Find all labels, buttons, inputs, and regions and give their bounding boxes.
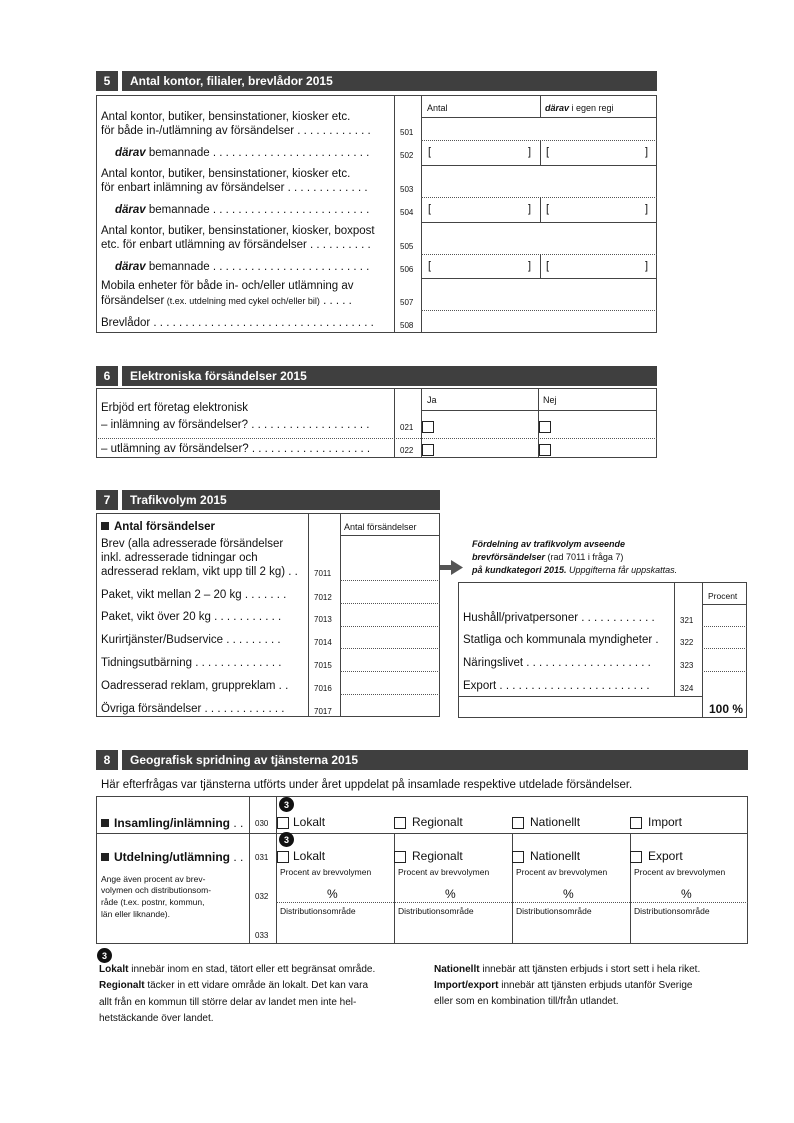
bracket-open: [ (428, 260, 432, 272)
code-033: 033 (255, 931, 269, 940)
row-7013-label: Paket, vikt över 20 kg . . . . . . . . . . . (101, 611, 282, 623)
total-percent: 100 % (709, 702, 744, 716)
code-7012: 7012 (314, 593, 332, 602)
row-501-label-2: för både in-/utlämning av försändelser . . . . . . . . . . . . (101, 125, 371, 137)
input-505[interactable] (422, 223, 657, 254)
input-033-regionalt[interactable] (396, 917, 511, 943)
input-032-regionalt[interactable] (396, 878, 511, 900)
pct-export: % (681, 887, 692, 901)
row-7012-label: Paket, vikt mellan 2 – 20 kg . . . . . . . (101, 589, 287, 601)
col-divider (540, 95, 541, 117)
row-507-label: Mobila enheter för både in- och/eller utlämning av (101, 280, 354, 292)
section-5-number: 5 (96, 71, 118, 91)
arrow-right-icon (440, 560, 464, 576)
dist-label-regionalt: Distributionsområde (398, 906, 474, 916)
row-501-label: Antal kontor, butiker, bensinstationer, kiosker etc. (101, 111, 351, 123)
ange-note-4: län eller liknande). (101, 909, 170, 919)
checkbox-031-export[interactable] (630, 851, 642, 863)
input-324[interactable] (703, 672, 746, 695)
pct-regionalt: % (445, 887, 456, 901)
input-7017[interactable] (341, 695, 439, 716)
code-021: 021 (400, 423, 414, 432)
col-antal-header: Antal (427, 103, 448, 113)
dist-label-nationellt: Distributionsområde (516, 906, 592, 916)
footnote-3-badge: 3 (279, 797, 294, 812)
row-7011-label-3: adresserad reklam, vikt upp till 2 kg) . . (101, 566, 298, 578)
code-508: 508 (400, 321, 414, 330)
input-322[interactable] (703, 627, 746, 648)
footnote-nationellt: Nationellt innebär att tjänsten erbjuds i stort sett i hela riket. (434, 964, 701, 975)
procent-label-export: Procent av brevvolymen (634, 867, 726, 877)
bracket-close: ] (528, 260, 532, 272)
checkbox-031-lokalt[interactable] (277, 851, 289, 863)
label-030-regionalt: Regionalt (412, 815, 463, 829)
section-6-title: Elektroniska försändelser 2015 (122, 366, 657, 386)
code-506: 506 (400, 265, 414, 274)
checkbox-030-regionalt[interactable] (394, 817, 406, 829)
footnote-regionalt-2: allt från en kommun till större delar av landet men inte hel- (99, 997, 357, 1008)
footnote-import-2: eller som en kombination till/från utlandet. (434, 996, 619, 1007)
checkbox-021-nej[interactable] (539, 421, 551, 433)
code-505: 505 (400, 242, 414, 251)
row-502-label: därav bemannade . . . . . . . . . . . . . . . . . . . . . . . . . (115, 147, 370, 159)
code-502: 502 (400, 151, 414, 160)
row-507-label-2: försändelser (t.ex. utdelning med cykel och/eller bil) . . . . . (101, 295, 352, 307)
procent-label-nationellt: Procent av brevvolymen (516, 867, 608, 877)
code-503: 503 (400, 185, 414, 194)
label-031-nationellt: Nationellt (530, 849, 581, 863)
code-7016: 7016 (314, 684, 332, 693)
code-031: 031 (255, 853, 269, 862)
input-033-lokalt[interactable] (278, 917, 393, 943)
input-504-antal[interactable] (432, 199, 528, 219)
pct-lokalt: % (327, 887, 338, 901)
footnote-3-badge: 3 (279, 832, 294, 847)
label-030-import: Import (648, 815, 683, 829)
row-7014-label: Kurirtjänster/Budservice . . . . . . . . . (101, 634, 281, 646)
input-508[interactable] (422, 311, 657, 332)
checkbox-031-nationellt[interactable] (512, 851, 524, 863)
row-508-label: Brevlådor . . . . . . . . . . . . . . . . . . . . . . . . . . . . . . . . . . . (101, 317, 374, 329)
input-506-antal[interactable] (432, 256, 528, 276)
checkbox-030-nationellt[interactable] (512, 817, 524, 829)
bracket-open: [ (428, 146, 432, 158)
checkbox-022-nej[interactable] (539, 444, 551, 456)
code-7017: 7017 (314, 707, 332, 716)
input-502-egen-regi[interactable] (550, 142, 645, 162)
label-031-lokalt: Lokalt (293, 849, 326, 863)
code-321: 321 (680, 616, 694, 625)
label-030-nationellt: Nationellt (530, 815, 581, 829)
bracket-close: ] (645, 203, 649, 215)
checkbox-030-import[interactable] (630, 817, 642, 829)
col-ja-header: Ja (427, 395, 437, 405)
code-504: 504 (400, 208, 414, 217)
row-323-label: Näringslivet . . . . . . . . . . . . . . . . . . . . (463, 657, 651, 669)
bracket-open: [ (428, 203, 432, 215)
checkbox-031-regionalt[interactable] (394, 851, 406, 863)
input-7015[interactable] (341, 649, 439, 671)
code-501: 501 (400, 128, 414, 137)
col-antal-forsandelser: Antal försändelser (344, 522, 417, 532)
footnote-lokalt: Lokalt innebär inom en stad, tätort eller ett begränsat område. (99, 964, 376, 975)
row-504-label: därav bemannade . . . . . . . . . . . . . . . . . . . . . . . . . (115, 204, 370, 216)
section-7-title: Trafikvolym 2015 (122, 490, 440, 510)
row-505-label: Antal kontor, butiker, bensinstationer, kiosker, boxpost (101, 225, 375, 237)
bracket-close: ] (645, 260, 649, 272)
footnote-regionalt-3: hetstäckande över landet. (99, 1013, 214, 1024)
row-321-label: Hushåll/privatpersoner . . . . . . . . . . . . (463, 612, 655, 624)
input-032-export[interactable] (632, 878, 747, 900)
code-7014: 7014 (314, 638, 332, 647)
row-324-label: Export . . . . . . . . . . . . . . . . . . . . . . . . (463, 680, 650, 692)
code-324: 324 (680, 684, 694, 693)
code-032: 032 (255, 892, 269, 901)
col-procent-header: Procent (708, 591, 738, 601)
checkbox-022-ja[interactable] (422, 444, 434, 456)
bracket-open: [ (546, 203, 550, 215)
bracket-close: ] (528, 203, 532, 215)
input-503[interactable] (422, 166, 657, 197)
code-022: 022 (400, 446, 414, 455)
input-7011[interactable] (341, 536, 439, 580)
footnote-import: Import/export innebär att tjänsten erbjuds utanför Sverige (434, 980, 693, 991)
dist-title-2: brevförsändelser (rad 7011 i fråga 7) (472, 552, 624, 562)
input-7013[interactable] (341, 604, 439, 626)
code-030: 030 (255, 819, 269, 828)
label-031-export: Export (648, 849, 683, 863)
input-501[interactable] (422, 118, 657, 140)
label-031-regionalt: Regionalt (412, 849, 463, 863)
s8-intro: Här efterfrågas var tjänsterna utförts under året uppdelat på insamlade respektive utdelade försändelser. (101, 779, 633, 791)
code-322: 322 (680, 638, 694, 647)
row-322-label: Statliga och kommunala myndigheter . (463, 634, 659, 646)
checkbox-021-ja[interactable] (422, 421, 434, 433)
section-8-number: 8 (96, 750, 118, 770)
row-505-label-2: etc. för enbart utlämning av försändelser . . . . . . . . . . (101, 239, 371, 251)
checkbox-030-lokalt[interactable] (277, 817, 289, 829)
dist-label-lokalt: Distributionsområde (280, 906, 356, 916)
row-7015-label: Tidningsutbärning . . . . . . . . . . . . . . (101, 657, 282, 669)
input-032-lokalt[interactable] (278, 878, 393, 900)
bracket-open: [ (546, 146, 550, 158)
code-7013: 7013 (314, 615, 332, 624)
input-7012[interactable] (341, 581, 439, 603)
input-504-egen-regi[interactable] (550, 199, 645, 219)
dist-label-export: Distributionsområde (634, 906, 710, 916)
section-7-number: 7 (96, 490, 118, 510)
row-022-label: – utlämning av försändelser? . . . . . . . . . . . . . . . . . . . (101, 443, 371, 455)
dist-title-1: Fördelning av trafikvolym avseende (472, 539, 626, 549)
row-506-label: därav bemannade . . . . . . . . . . . . . . . . . . . . . . . . . (115, 261, 370, 273)
input-506-egen-regi[interactable] (550, 256, 645, 276)
input-321[interactable] (703, 605, 746, 626)
input-323[interactable] (703, 649, 746, 671)
input-033-nationellt[interactable] (514, 917, 629, 943)
row-7011-label-2: inkl. adresserade tidningar och (101, 552, 258, 564)
s6-intro: Erbjöd ert företag elektronisk (101, 402, 249, 414)
row-503-label-2: för enbart inlämning av försändelser . . . . . . . . . . . . . (101, 182, 368, 194)
row-021-label: – inlämning av försändelser? . . . . . . . . . . . . . . . . . . . (101, 419, 370, 431)
section-8-title: Geografisk spridning av tjänsterna 2015 (122, 750, 748, 770)
dist-title-3: på kundkategori 2015. Uppgifterna får uppskattas. (472, 565, 678, 575)
col-nej-header: Nej (543, 395, 557, 405)
input-507[interactable] (422, 279, 657, 310)
code-507: 507 (400, 298, 414, 307)
bracket-close: ] (645, 146, 649, 158)
s7-heading: Antal försändelser (101, 521, 215, 533)
footnote-regionalt: Regionalt täcker in ett vidare område än lokalt. Det kan vara (99, 980, 369, 991)
bracket-close: ] (528, 146, 532, 158)
row-7017-label: Övriga försändelser . . . . . . . . . . . . . (101, 703, 285, 715)
utdelning-label: Utdelning/utlämning . . (101, 850, 243, 864)
procent-label-regionalt: Procent av brevvolymen (398, 867, 490, 877)
section-5-title: Antal kontor, filialer, brevlådor 2015 (122, 71, 657, 91)
ange-note-2: volymen och distributionsom- (101, 885, 212, 895)
row-7011-label: Brev (alla adresserade försändelser (101, 538, 284, 550)
input-032-nationellt[interactable] (514, 878, 629, 900)
row-503-label: Antal kontor, butiker, bensinstationer, kiosker etc. (101, 168, 351, 180)
code-7011: 7011 (314, 569, 332, 578)
footnote-3-badge: 3 (97, 948, 112, 963)
ange-note-3: råde (t.ex. postnr, kommun, (101, 897, 205, 907)
code-323: 323 (680, 661, 694, 670)
input-033-export[interactable] (632, 917, 747, 943)
pct-nationellt: % (563, 887, 574, 901)
bracket-open: [ (546, 260, 550, 272)
section-6-number: 6 (96, 366, 118, 386)
input-502-antal[interactable] (432, 142, 528, 162)
insamling-label: Insamling/inlämning . . (101, 816, 243, 830)
ange-note-1: Ange även procent av brev- (101, 874, 206, 884)
col-egen-regi-header: därav i egen regi (545, 103, 614, 113)
label-030-lokalt: Lokalt (293, 815, 326, 829)
input-7016[interactable] (341, 672, 439, 694)
code-7015: 7015 (314, 661, 332, 670)
input-7014[interactable] (341, 627, 439, 648)
row-7016-label: Oadresserad reklam, gruppreklam . . (101, 680, 289, 692)
procent-label-lokalt: Procent av brevvolymen (280, 867, 372, 877)
